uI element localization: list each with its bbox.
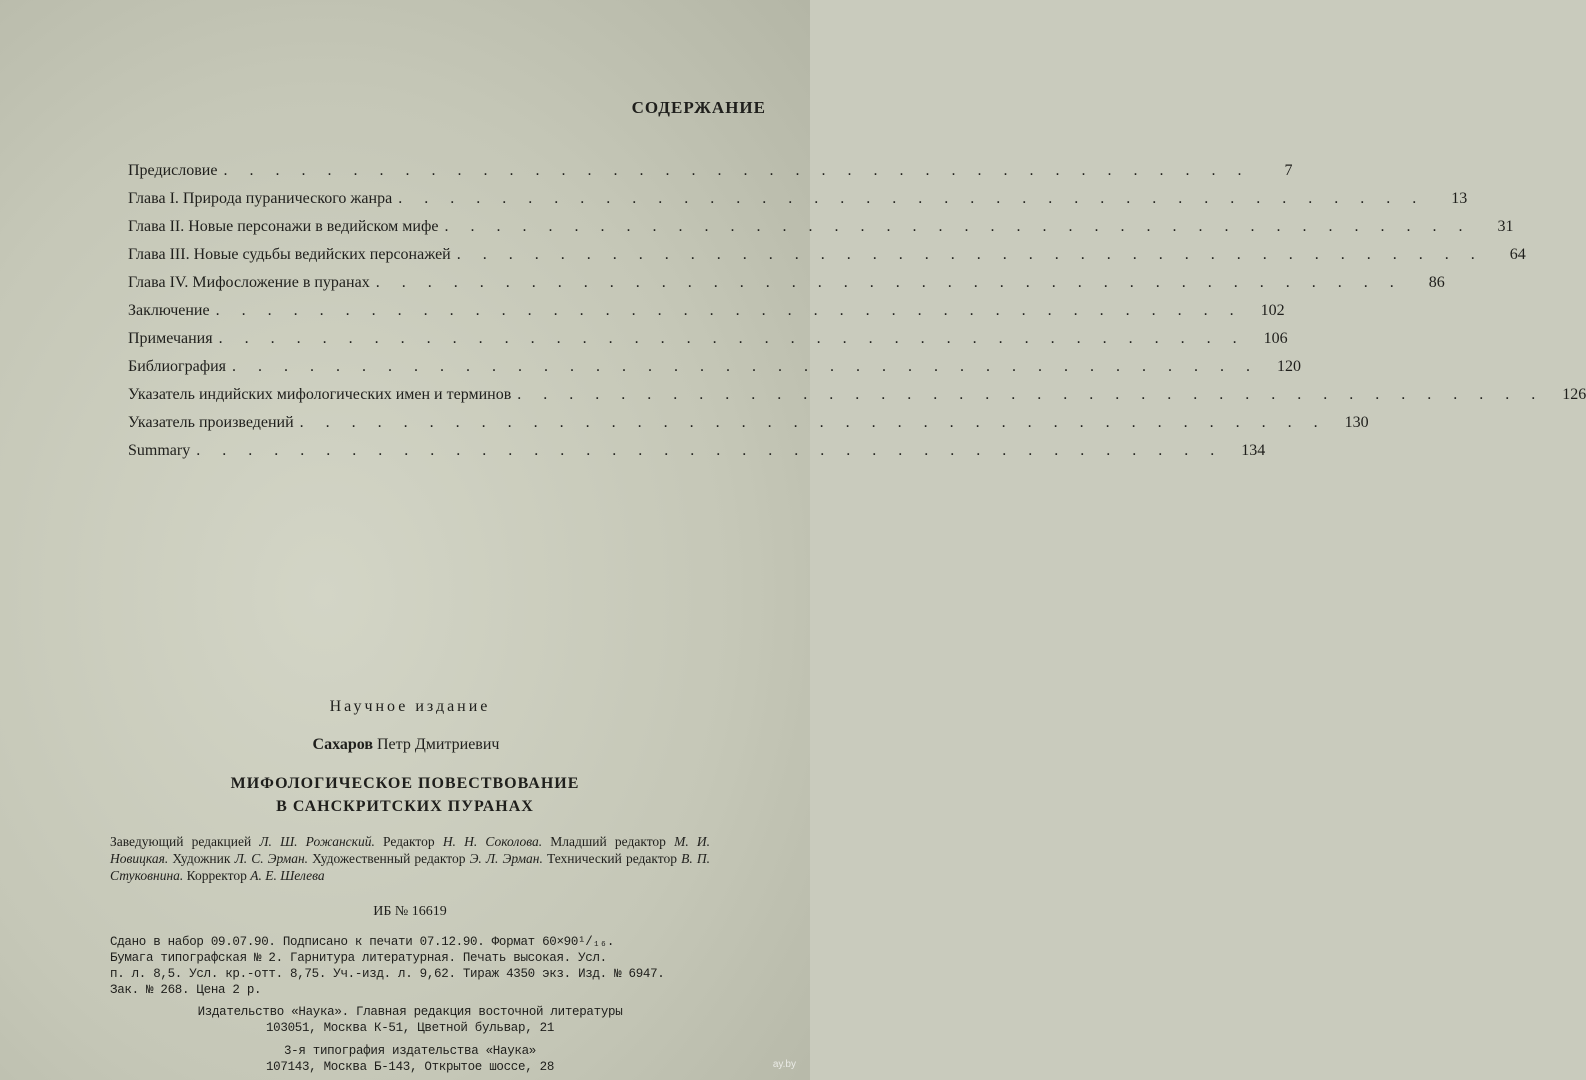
ib-number: ИБ № 16619 — [373, 904, 447, 919]
toc-entry-title: Глава IV. Мифосложение в пуранах — [128, 274, 370, 291]
toc-entry — [128, 330, 1288, 358]
toc-entry — [128, 442, 1266, 470]
author-name — [0, 736, 812, 754]
toc-entry — [128, 414, 1369, 442]
toc-entry-page: 106 — [1263, 330, 1288, 347]
credit-label: Художник — [172, 851, 235, 866]
credit-name: Н. Н. Соколова. — [442, 834, 551, 849]
toc-leader-dots: . . . . . . . . . . . . . . . . . . . . . . . . . . . . . . . . . . . . . . . . — [517, 386, 1545, 403]
credit-name: Л. С. Эрман. — [234, 851, 313, 866]
toc-entry — [128, 274, 1445, 302]
author-surname: Сахаров — [312, 736, 373, 753]
printer-line: 107143, Москва Б-143, Открытое шоссе, 28 — [265, 1060, 555, 1074]
toc-entry-page: 86 — [1428, 274, 1445, 291]
book-title-line: В САНСКРИТСКИХ ПУРАНАХ — [276, 798, 534, 815]
toc-entry-page: 7 — [1284, 162, 1293, 179]
toc-leader-dots: . . . . . . . . . . . . . . . . . . . . . . . . . . . . . . . . . . . . . . . . — [456, 246, 1484, 263]
toc-entry — [128, 302, 1285, 330]
toc-entry-title: Указатель произведений — [128, 414, 294, 431]
credit-label: Младший редактор — [550, 834, 675, 849]
edition-type: Научное издание — [329, 698, 491, 715]
printer-line: 3-я типография издательства «Наука» — [283, 1044, 537, 1058]
table-of-contents — [128, 162, 1586, 470]
toc-leader-dots: . . . . . . . . . . . . . . . . . . . . . . . . . . . . . . . . . . . . . . . . — [444, 218, 1472, 235]
toc-entry-title: Предисловие — [128, 162, 218, 179]
printer-info — [110, 1043, 710, 1075]
toc-entry-page: 31 — [1497, 218, 1514, 235]
author-given-name: Петр Дмитриевич — [377, 736, 500, 753]
toc-entry-page: 126 — [1562, 386, 1586, 403]
toc-entry-title: Summary — [128, 442, 191, 459]
credit-name: Л. Ш. Рожанский. — [259, 834, 384, 849]
book-title-line: МИФОЛОГИЧЕСКОЕ ПОВЕСТВОВАНИЕ — [230, 775, 580, 792]
publisher-line: 103051, Москва К-51, Цветной бульвар, 21 — [265, 1021, 555, 1035]
toc-entry-page: 64 — [1509, 246, 1526, 263]
site-watermark: ay.by — [772, 1059, 796, 1070]
credit-label: Заведующий редакцией — [110, 834, 260, 849]
credit-label: Корректор — [186, 868, 251, 883]
toc-entry-title: Библиография — [128, 358, 226, 375]
credit-name: М. И. Новицкая. — [110, 834, 710, 866]
printing-line: Бумага типографская № 2. Гарнитура литературная. Печать высокая. Усл. — [110, 951, 607, 965]
toc-entry-title: Заключение — [128, 302, 210, 319]
toc-entry-page: 13 — [1451, 190, 1468, 207]
credit-label: Художественный редактор — [312, 851, 470, 866]
toc-leader-dots: . . . . . . . . . . . . . . . . . . . . . . . . . . . . . . . . . . . . . . . . — [375, 274, 1403, 291]
contents-heading: СОДЕРЖАНИЕ — [631, 98, 766, 117]
credit-name: А. Е. Шелева — [250, 868, 325, 883]
printing-line: п. л. 8,5. Усл. кр.-отт. 8,75. Уч.-изд. л. 9,62. Тираж 4350 экз. Изд. № 6947. — [110, 967, 665, 981]
toc-entry-page: 130 — [1344, 414, 1369, 431]
toc-entry-title: Глава II. Новые персонажи в ведийском мифе — [128, 218, 439, 235]
printing-line: Сдано в набор 09.07.90. Подписано к печати 07.12.90. Формат 60×90¹/₁₆. — [110, 935, 615, 949]
toc-entry-page: 102 — [1260, 302, 1285, 319]
credit-name: Э. Л. Эрман. — [469, 851, 547, 866]
credit-name: В. П. Стуковнина. — [110, 851, 710, 883]
publisher-info — [110, 1004, 710, 1036]
toc-leader-dots: . . . . . . . . . . . . . . . . . . . . . . . . . . . . . . . . . . . . . . . . — [215, 302, 1243, 319]
toc-leader-dots: . . . . . . . . . . . . . . . . . . . . . . . . . . . . . . . . . . . . . . . . — [398, 190, 1426, 207]
toc-entry — [128, 162, 1293, 190]
toc-entry — [128, 246, 1526, 274]
toc-entry — [128, 190, 1468, 218]
editorial-credits — [110, 833, 710, 884]
toc-entry-page: 134 — [1241, 442, 1266, 459]
toc-leader-dots: . . . . . . . . . . . . . . . . . . . . . . . . . . . . . . . . . . . . . . . . — [223, 162, 1251, 179]
book-title — [0, 772, 810, 818]
credit-label: Редактор — [383, 834, 443, 849]
toc-entry-title: Примечания — [128, 330, 213, 347]
toc-entry — [128, 386, 1586, 414]
toc-entry — [128, 218, 1514, 246]
toc-leader-dots: . . . . . . . . . . . . . . . . . . . . . . . . . . . . . . . . . . . . . . . . — [218, 330, 1246, 347]
credit-label: Технический редактор — [547, 851, 682, 866]
publisher-line: Издательство «Наука». Главная редакция восточной литературы — [197, 1005, 623, 1019]
toc-leader-dots: . . . . . . . . . . . . . . . . . . . . . . . . . . . . . . . . . . . . . . . . — [299, 414, 1327, 431]
toc-entry-title: Указатель индийских мифологических имен и терминов — [128, 386, 512, 403]
printing-line: Зак. № 268. Цена 2 р. — [110, 983, 262, 997]
toc-entry-title: Глава III. Новые судьбы ведийских персонажей — [128, 246, 451, 263]
toc-leader-dots: . . . . . . . . . . . . . . . . . . . . . . . . . . . . . . . . . . . . . . . . — [196, 442, 1224, 459]
toc-leader-dots: . . . . . . . . . . . . . . . . . . . . . . . . . . . . . . . . . . . . . . . . — [232, 358, 1259, 375]
toc-entry-title: Глава I. Природа пуранического жанра — [128, 190, 393, 207]
toc-entry — [128, 358, 1301, 386]
toc-entry-page: 120 — [1277, 358, 1301, 375]
printing-details — [110, 934, 710, 998]
